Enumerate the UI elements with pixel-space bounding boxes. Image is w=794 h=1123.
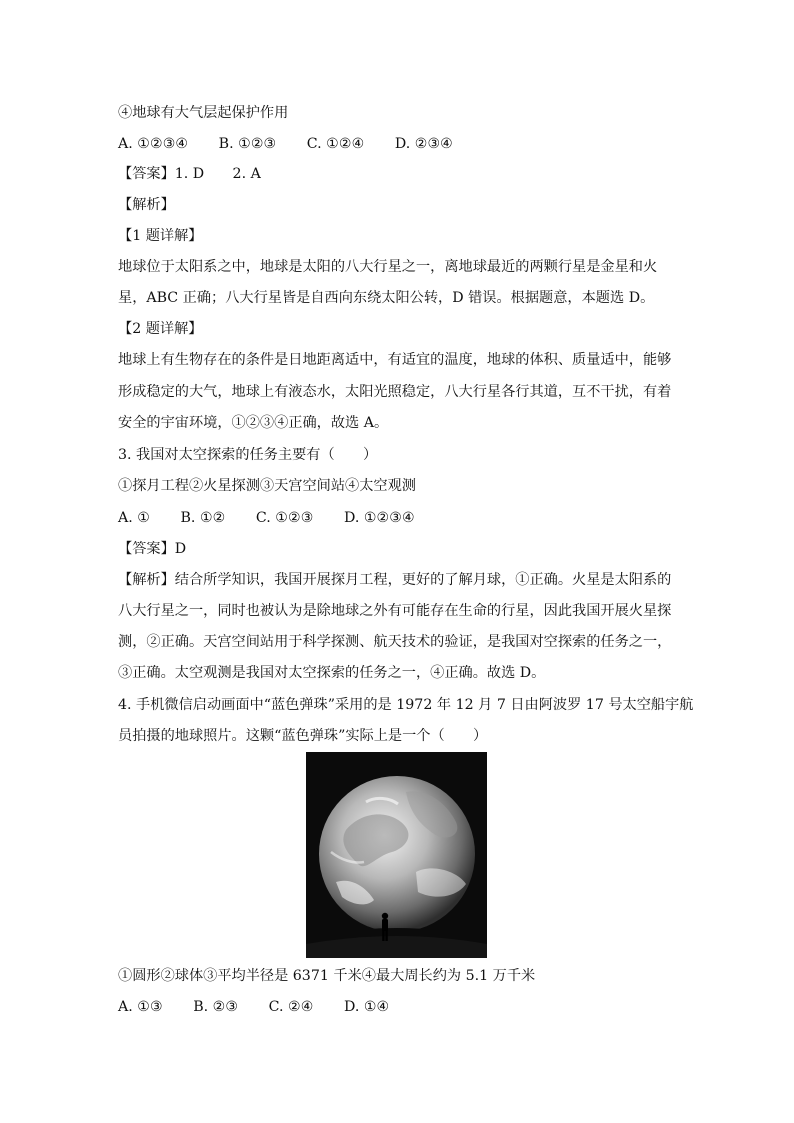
q3-analysis-line-2: 八大行星之一，同时也被认为是除地球之外有可能存在生命的行星，因此我国开展火星探 (118, 603, 672, 619)
q3-analysis-line-4: ③正确。太空观测是我国对太空探索的任务之一，④正确。故选 D。 (118, 665, 546, 681)
q1-detail-line-2: 星，ABC 正确；八大行星皆是自西向东绕太阳公转，D 错误。根据题意，本题选 D。 (118, 290, 655, 306)
option-d: D. ②③④ (394, 136, 453, 152)
q3-stem: 3. 我国对太空探索的任务主要有（ ） (118, 447, 378, 463)
q3-options (118, 508, 678, 528)
globe (319, 776, 475, 932)
option-c: C. ①②③ (255, 510, 314, 526)
q4-stem-line-1: 4. 手机微信启动画面中“蓝色弹珠”采用的是 1972 年 12 月 7 日由阿波罗 17 号太空船宇航 (118, 697, 694, 713)
option-a: A. ①②③④ (118, 136, 189, 152)
q2-detail-line-2: 形成稳定的大气，地球上有液态水，太阳光照稳定，八大行星各行其道，互不干扰，有着 (118, 384, 672, 400)
option-a: A. ① (118, 510, 150, 526)
q2-detail-line-3: 安全的宇宙环境，①②③④正确，故选 A。 (118, 415, 389, 431)
option-d: D. ①②③④ (343, 510, 415, 526)
q1-item-4: ④地球有大气层起保护作用 (118, 105, 289, 121)
q2-detail-heading: 【2 题详解】 (118, 321, 203, 337)
q3-analysis-line-1: 【解析】结合所学知识，我国开展探月工程，更好的了解月球，①正确。火星是太阳系的 (118, 572, 672, 588)
option-b: B. ①②③ (218, 136, 277, 152)
option-d: D. ①④ (343, 999, 390, 1015)
analysis-heading: 【解析】 (118, 197, 175, 213)
q4-options (118, 997, 678, 1017)
q1-detail-heading: 【1 题详解】 (118, 228, 203, 244)
q4-items: ①圆形②球体③平均半径是 6371 千米④最大周长约为 5.1 万千米 (118, 968, 536, 984)
option-c: C. ②④ (268, 999, 314, 1015)
earth-photo-graphic (306, 752, 487, 958)
option-b: B. ②③ (193, 999, 239, 1015)
option-a: A. ①③ (118, 999, 163, 1015)
q2-detail-line-1: 地球上有生物存在的条件是日地距离适中，有适宜的温度，地球的体积、质量适中，能够 (118, 352, 672, 368)
q3-items: ①探月工程②火星探测③天宫空间站④太空观测 (118, 478, 416, 494)
answer-3: 【答案】D (118, 541, 187, 557)
q1-detail-line-1: 地球位于太阳系之中，地球是太阳的八大行星之一，离地球最近的两颗行星是金星和火 (118, 259, 658, 275)
option-b: B. ①② (180, 510, 226, 526)
option-c: C. ①②④ (306, 136, 365, 152)
answer-1-2: 【答案】1. D 2. A (118, 166, 261, 182)
q4-stem-line-2: 员拍摄的地球照片。这颗“蓝色弹珠”实际上是一个（ ） (118, 728, 488, 744)
q2-options (118, 134, 678, 154)
earth-photo (306, 752, 487, 958)
q3-analysis-line-3: 测，②正确。天宫空间站用于科学探测、航天技术的验证，是我国对空探索的任务之一， (118, 634, 672, 650)
